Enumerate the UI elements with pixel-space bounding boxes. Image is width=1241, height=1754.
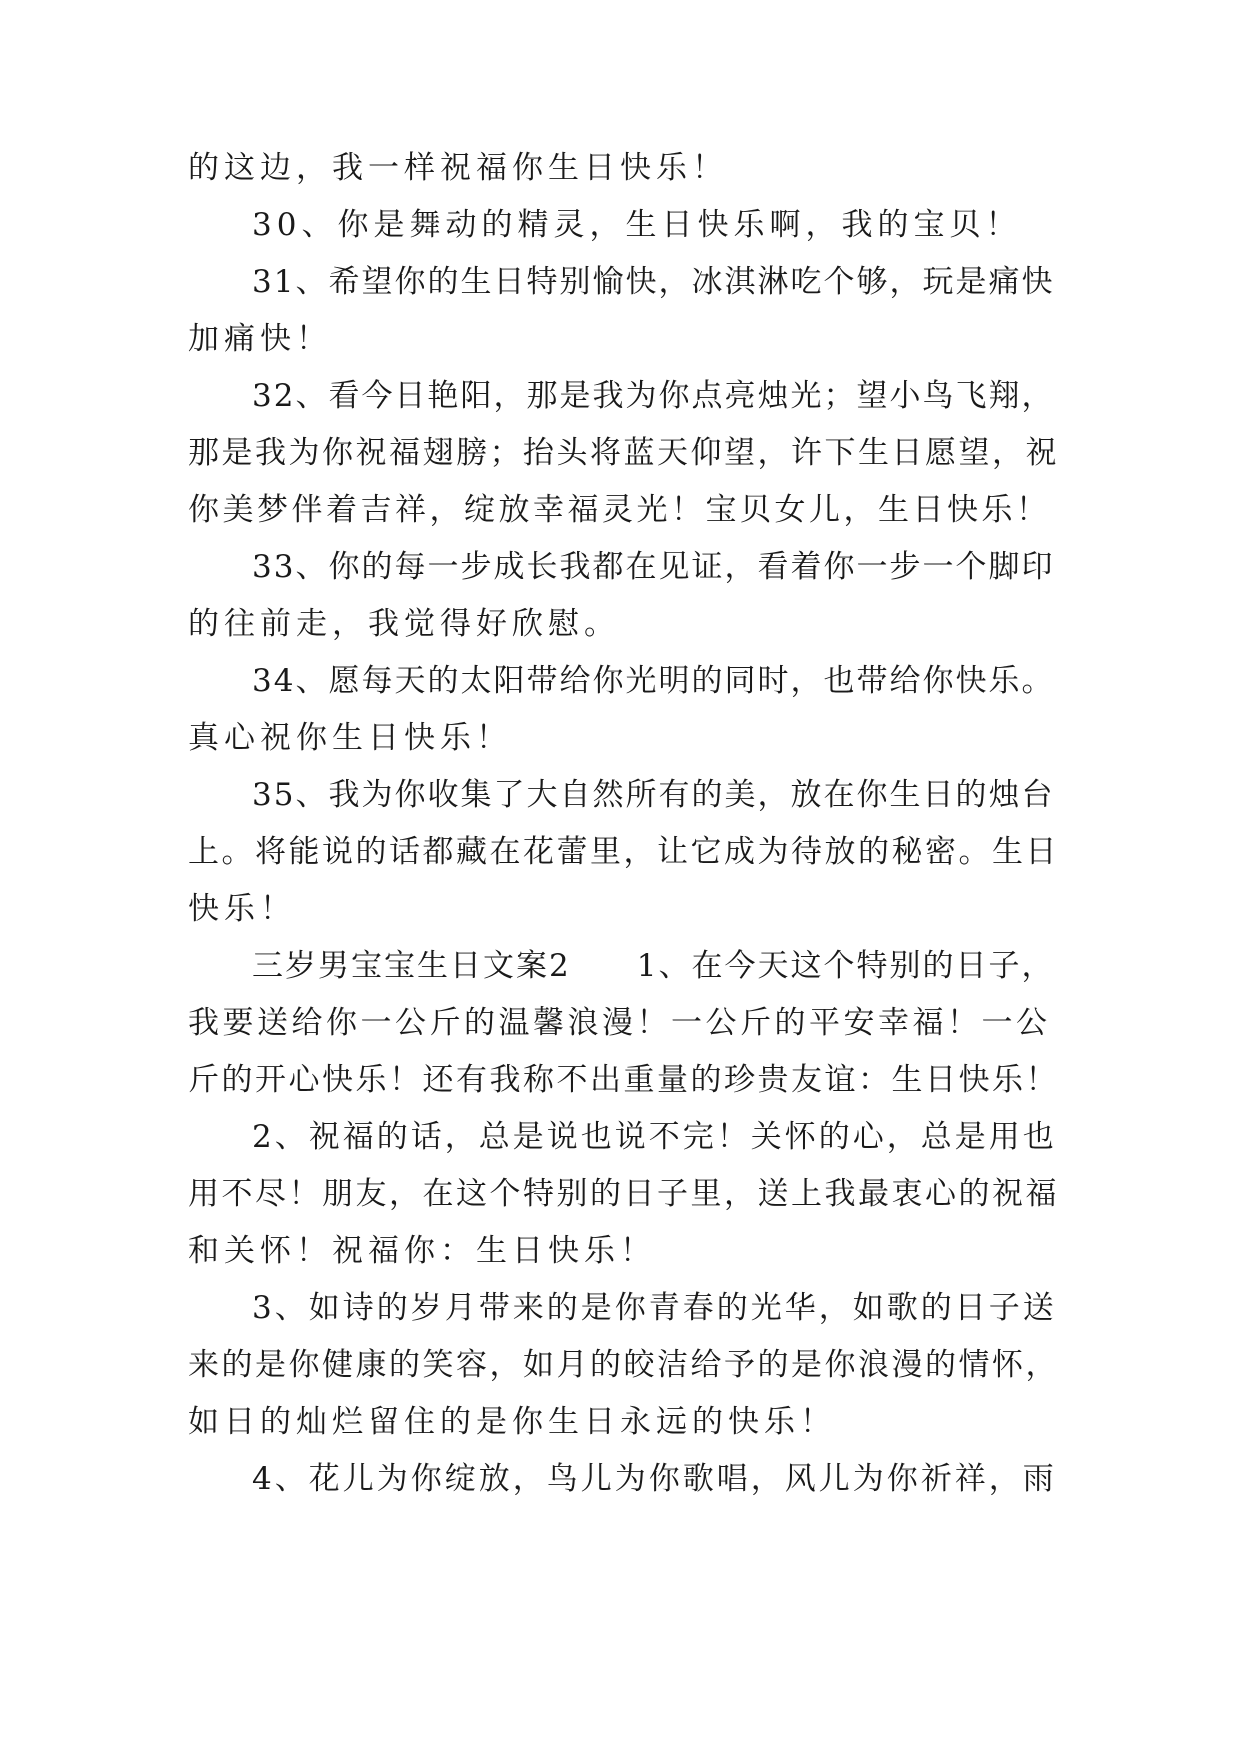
text-line: [0, 148, 1241, 188]
text-content: 三岁男宝宝生日文案2 1、在今天这个特别的日子，: [252, 948, 1055, 984]
text-line: [0, 661, 1241, 701]
text-line: [0, 946, 1241, 986]
text-content: 的这边，我一样祝福你生日快乐！: [188, 150, 728, 186]
text-content: 你美梦伴着吉祥，绽放幸福灵光！宝贝女儿，生日快乐！: [188, 492, 1051, 528]
text-line: [0, 832, 1241, 872]
text-line: [0, 205, 1241, 245]
text-content: 如日的灿烂留住的是你生日永远的快乐！: [188, 1404, 836, 1440]
text-content: 35、我为你收集了大自然所有的美，放在你生日的烛台: [252, 777, 1055, 813]
text-content: 来的是你健康的笑容，如月的皎洁给予的是你浪漫的情怀，: [188, 1347, 1059, 1383]
text-content: 斤的开心快乐！还有我称不出重量的珍贵友谊：生日快乐！: [188, 1062, 1059, 1098]
text-content: 用不尽！朋友，在这个特别的日子里，送上我最衷心的祝福: [188, 1176, 1059, 1212]
text-content: 那是我为你祝福翅膀；抬头将蓝天仰望，许下生日愿望，祝: [188, 435, 1059, 471]
text-line: [0, 775, 1241, 815]
text-content: 32、看今日艳阳，那是我为你点亮烛光；望小鸟飞翔，: [252, 378, 1055, 414]
text-content: 的往前走，我觉得好欣慰。: [188, 606, 620, 642]
text-line: [0, 490, 1241, 530]
text-line: [0, 604, 1241, 644]
text-line: [0, 376, 1241, 416]
text-content: 上。将能说的话都藏在花蕾里，让它成为待放的秘密。生日: [188, 834, 1059, 870]
text-line: [0, 319, 1241, 359]
text-line: [0, 1402, 1241, 1442]
text-line: [0, 1003, 1241, 1043]
text-content: 34、愿每天的太阳带给你光明的同时，也带给你快乐。: [252, 663, 1055, 699]
text-content: 30、你是舞动的精灵，生日快乐啊，我的宝贝！: [252, 207, 1022, 243]
text-line: [0, 1231, 1241, 1271]
text-content: 3、如诗的岁月带来的是你青春的光华，如歌的日子送: [252, 1290, 1057, 1326]
text-line: [0, 1174, 1241, 1214]
text-line: [0, 1117, 1241, 1157]
text-content: 4、花儿为你绽放，鸟儿为你歌唱，风儿为你祈祥，雨: [252, 1461, 1057, 1497]
text-content: 真心祝你生日快乐！: [188, 720, 512, 756]
text-line: [0, 718, 1241, 758]
text-line: [0, 1345, 1241, 1385]
text-content: 和关怀！祝福你：生日快乐！: [188, 1233, 656, 1269]
text-line: [0, 1288, 1241, 1328]
text-line: [0, 262, 1241, 302]
text-line: [0, 889, 1241, 929]
text-line: [0, 1459, 1241, 1499]
text-content: 快乐！: [188, 891, 296, 927]
text-content: 我要送给你一公斤的温馨浪漫！一公斤的平安幸福！一公: [188, 1005, 1051, 1041]
text-line: [0, 433, 1241, 473]
text-content: 33、你的每一步成长我都在见证，看着你一步一个脚印: [252, 549, 1055, 585]
text-line: [0, 1060, 1241, 1100]
text-content: 加痛快！: [188, 321, 332, 357]
text-content: 31、希望你的生日特别愉快，冰淇淋吃个够，玩是痛快: [252, 264, 1055, 300]
text-content: 2、祝福的话，总是说也说不完！关怀的心，总是用也: [252, 1119, 1057, 1155]
text-line: [0, 547, 1241, 587]
